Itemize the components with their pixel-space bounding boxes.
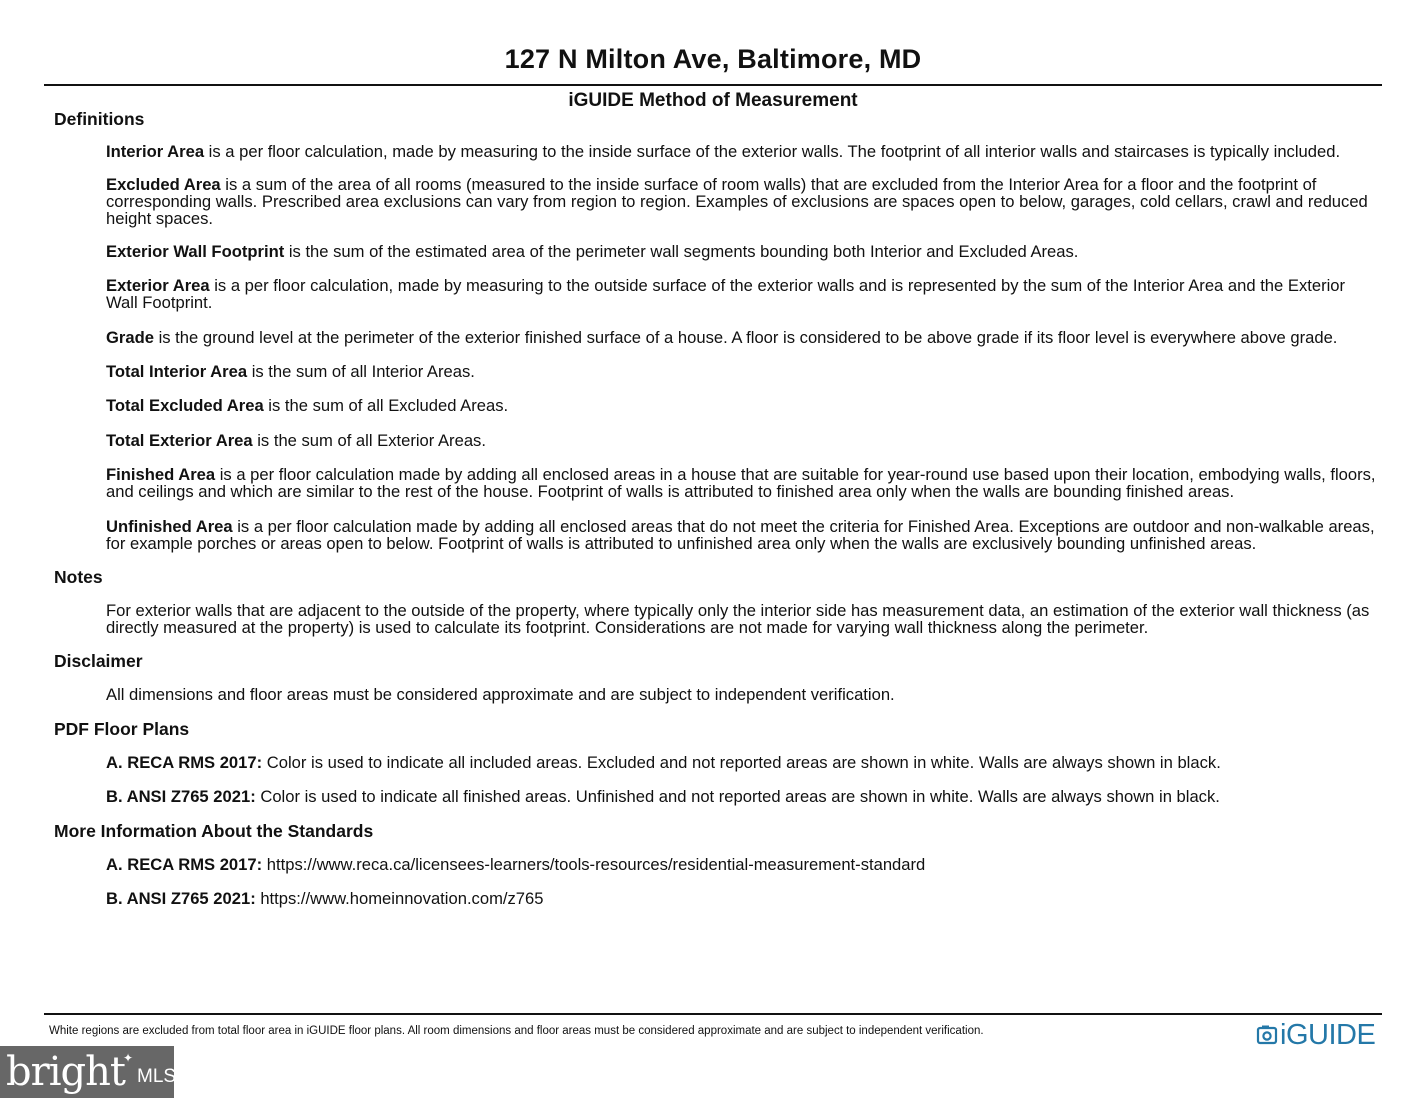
definition-text: is a per floor calculation, made by measuring to the outside surface of the exterior walls and is represented by the sum of the Interior Area and the Exterior Wall Footprint. (106, 276, 1346, 312)
definition-term: Unfinished Area (106, 517, 233, 536)
header-divider (44, 84, 1382, 86)
footer-note: White regions are excluded from total floor area in iGUIDE floor plans. All room dimensions and floor areas must be considered approximate and are subject to independent verification. (49, 1025, 984, 1037)
definition-text: is a per floor calculation, made by measuring to the inside surface of the exterior walls. The footprint of all interior walls and staircases is typically included. (204, 142, 1341, 161)
definition-text: is the sum of all Excluded Areas. (263, 396, 509, 415)
watermark-suffix: MLS (137, 1066, 177, 1087)
more-info-heading: More Information About the Standards (54, 821, 374, 841)
definition-term: Grade (106, 328, 154, 347)
definition-item (106, 518, 1379, 552)
floor-plan-standard-item (106, 754, 1379, 771)
notes-text: For exterior walls that are adjacent to the outside of the property, where typically only the interior side has measurement data, an estimation of the exterior wall thickness (as directly measured at the property) is used to calculate its footprint. Considerations are not made for varying wall thickness along the perimeter. (106, 601, 1370, 637)
definition-item (106, 277, 1379, 311)
standard-text: Color is used to indicate all included areas. Excluded and not reported areas are shown in white. Walls are always shown in black. (262, 753, 1221, 772)
page-subtitle: iGUIDE Method of Measurement (568, 90, 858, 111)
definition-text: is the sum of all Exterior Areas. (252, 431, 486, 450)
definition-term: Excluded Area (106, 175, 221, 194)
standard-url[interactable]: https://www.homeinnovation.com/z765 (255, 889, 544, 908)
definition-term: Total Exterior Area (106, 431, 253, 450)
definition-item (106, 466, 1379, 500)
definitions-heading: Definitions (54, 109, 145, 129)
definition-text: is the ground level at the perimeter of the exterior finished surface of a house. A floor is considered to be above grade if its floor level is everywhere above grade. (153, 328, 1338, 347)
pdf-floor-plans-heading: PDF Floor Plans (54, 719, 190, 739)
definition-item (106, 397, 1379, 414)
definition-item (106, 432, 1379, 449)
iguide-logo (1256, 1017, 1375, 1053)
definition-term: Finished Area (106, 465, 216, 484)
definition-term: Total Excluded Area (106, 396, 264, 415)
standard-term: A. RECA RMS 2017: (106, 855, 263, 874)
bright-mls-watermark (0, 1046, 177, 1098)
definition-term: Exterior Wall Footprint (106, 242, 285, 261)
definition-term: Total Interior Area (106, 362, 248, 381)
page-title: 127 N Milton Ave, Baltimore, MD (504, 44, 922, 74)
watermark-brand: bright (6, 1049, 125, 1095)
standard-term: B. ANSI Z765 2021: (106, 889, 256, 908)
definition-text: is the sum of the estimated area of the perimeter wall segments bounding both Interior and Excluded Areas. (284, 242, 1079, 261)
disclaimer-heading: Disclaimer (54, 651, 143, 671)
notes-heading: Notes (54, 567, 103, 587)
footer-divider (44, 1013, 1382, 1015)
definition-text: is a per floor calculation made by adding all enclosed areas that do not meet the criteria for Finished Area. Exceptions are outdoor and non-walkable areas, for example porches or areas open to below. Footprint of walls is attributed to unfinished area only when the walls are exclusively bounding unfinished areas. (106, 517, 1375, 553)
document-body (54, 108, 1379, 907)
definition-item (106, 143, 1379, 160)
disclaimer-text: All dimensions and floor areas must be considered approximate and are subject to independent verification. (106, 685, 895, 704)
definition-term: Exterior Area (106, 276, 210, 295)
standard-url[interactable]: https://www.reca.ca/licensees-learners/tools-resources/residential-measurement-standard (262, 855, 926, 874)
standard-term: A. RECA RMS 2017: (106, 753, 263, 772)
definition-text: is the sum of all Interior Areas. (247, 362, 475, 381)
definition-text: is a per floor calculation made by adding all enclosed areas in a house that are suitable for year-round use based upon their location, embodying walls, floors, and ceilings and which are similar to the rest of the house. Footprint of walls is attributed to finished area only when the walls are bounding finished areas. (106, 465, 1376, 501)
standard-term: B. ANSI Z765 2021: (106, 787, 256, 806)
definition-item (106, 176, 1379, 227)
standard-text: Color is used to indicate all finished areas. Unfinished and not reported areas are shown in white. Walls are always shown in black. (255, 787, 1220, 806)
floor-plan-standard-item (106, 788, 1379, 805)
definition-item (106, 243, 1379, 260)
watermark-spark-icon: ✦ (122, 1051, 134, 1065)
definition-text: is a sum of the area of all rooms (measured to the inside surface of room walls) that are excluded from the Interior Area for a floor and the footprint of corresponding walls. Prescribed area exclusions can vary from region to region. Examples of exclusions are spaces open to below, garages, cold cellars, crawl and reduced height spaces. (106, 175, 1368, 228)
standard-link-item (106, 856, 1379, 873)
definition-item (106, 363, 1379, 380)
iguide-logo-text: iGUIDE (1280, 1019, 1376, 1051)
definition-item (106, 329, 1379, 346)
definition-term: Interior Area (106, 142, 205, 161)
standard-link-item (106, 890, 1379, 907)
iguide-camera-icon (1256, 1024, 1278, 1046)
